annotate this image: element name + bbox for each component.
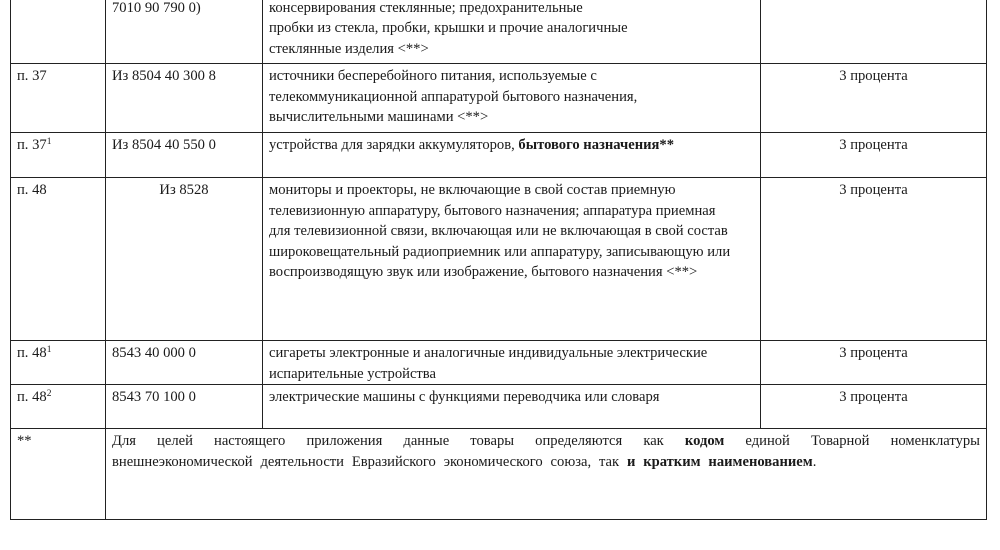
rate-value: 3 процента <box>839 345 908 361</box>
description-text: электрические машины с функциями переводчика или словаря <box>269 389 660 406</box>
code-line: 7010 90 790 0) <box>112 0 201 16</box>
tnved-code: 8543 40 000 0 <box>112 345 196 361</box>
table-row <box>11 341 987 385</box>
description-cell <box>263 133 761 178</box>
description-cell <box>263 385 761 429</box>
item-cell <box>11 385 106 429</box>
item-cell <box>11 341 106 385</box>
rate-cell <box>761 64 987 133</box>
rate-value: 3 процента <box>839 182 908 198</box>
tnved-code: Из 8528 <box>159 182 209 198</box>
tnved-code: 8543 70 100 0 <box>112 389 196 406</box>
description-line: стеклянные изделия <**> <box>269 40 429 57</box>
description-cell <box>263 341 761 385</box>
rate-value: 3 процента <box>839 389 908 406</box>
table-row <box>11 178 987 341</box>
footnote-text: Для целей настоящего приложения данные товары определяются как <box>112 433 685 450</box>
document-page <box>10 0 986 518</box>
footnote-marker-cell <box>11 429 106 520</box>
rate-cell <box>761 385 987 429</box>
tnved-code: Из 8504 40 550 0 <box>112 137 216 153</box>
rate-cell <box>761 0 987 64</box>
code-cell <box>106 178 263 341</box>
description-cell <box>263 64 761 133</box>
footnote-text: . <box>812 453 817 470</box>
code-cell <box>106 341 263 385</box>
rate-cell <box>761 341 987 385</box>
item-cell <box>11 0 106 64</box>
description-text: устройства для зарядки аккумуляторов, <box>269 137 519 153</box>
footnote-text: единой Товарной номенклатуры внешнеэкономической деятельности Евразийского экономического союза, так <box>112 433 980 470</box>
footnote-marker: ** <box>17 433 32 450</box>
description-cell <box>263 0 761 64</box>
rate-value: 3 процента <box>839 137 908 153</box>
footnote-bold-code: кодом <box>684 433 725 450</box>
rate-value: 3 процента <box>839 68 908 84</box>
rate-cell <box>761 178 987 341</box>
code-cell <box>106 64 263 133</box>
code-cell <box>106 0 263 64</box>
table-row <box>11 0 987 64</box>
description-line: консервирования стеклянные; предохранительные <box>269 0 583 16</box>
item-cell <box>11 178 106 341</box>
rate-cell <box>761 133 987 178</box>
item-superscript: 1 <box>46 137 52 147</box>
description-text: сигареты электронные и аналогичные индивидуальные электрические испарительные устройства <box>269 345 708 382</box>
description-line: пробки из стекла, пробки, крышки и прочие аналогичные <box>269 20 628 37</box>
item-number: п. 48 <box>17 182 47 198</box>
footnote-bold-name: и кратким наименованием <box>626 453 813 470</box>
item-cell <box>11 64 106 133</box>
item-cell <box>11 133 106 178</box>
code-cell <box>106 133 263 178</box>
item-number: п. 48 <box>17 345 47 361</box>
description-text: мониторы и проекторы, не включающие в свой состав приемную телевизионную аппаратуру, бытового назначения; аппаратура приемная для телевизионной связи, включающая или не включающая в свой состав широковещательный радиоприемник или аппаратуру, записывающую или воспроизводящую звук или изображение, бытового назначения <**> <box>269 182 731 281</box>
item-number: п. 37 <box>17 137 47 153</box>
footnote-text-cell <box>106 429 987 520</box>
item-number: п. 48 <box>17 389 47 406</box>
item-number: п. 37 <box>17 68 47 84</box>
table-row <box>11 133 987 178</box>
tariff-table <box>10 0 987 520</box>
table-row <box>11 385 987 429</box>
tnved-code: Из 8504 40 300 8 <box>112 68 216 84</box>
item-superscript: 1 <box>46 345 52 355</box>
code-cell <box>106 385 263 429</box>
footnote-row <box>11 429 987 520</box>
item-superscript: 2 <box>46 389 52 400</box>
description-cell <box>263 178 761 341</box>
table-row <box>11 64 987 133</box>
description-bold-text: бытового назначения** <box>518 137 675 153</box>
description-text: источники бесперебойного питания, используемые с телекоммуникационной аппаратурой бытового назначения, вычислительными машинами <**> <box>269 68 638 126</box>
